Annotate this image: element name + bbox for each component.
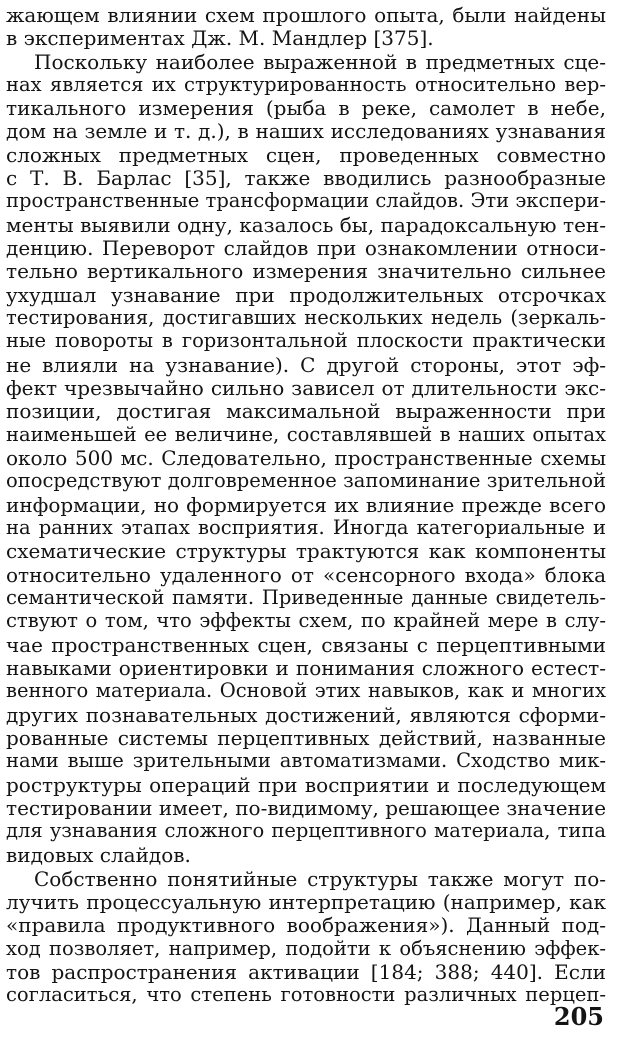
text-line-28: чае пространственных сцен, связаны с перцептивными (6, 633, 606, 657)
text-line-33: нами выше зрительными автоматизмами. Сходство мик- (6, 749, 606, 772)
text-line-4: нах является их структурированность относительно вер- (6, 73, 606, 96)
text-line-29: навыками ориентировки и понимания сложного естест- (6, 656, 606, 680)
text-line-7: сложных предметных сцен, проведенных совместно (6, 143, 606, 167)
text-line-38: Собственно понятийные структуры также могут по- (34, 867, 606, 891)
text-line-36: для узнавания сложного перцептивного материала, типа (6, 819, 606, 842)
text-line-8: с Т. В. Барлас [35], также вводились разнообразные (6, 166, 606, 190)
page-number: 205 (553, 1002, 604, 1031)
text-line-5: тикального измерения (рыба в реке, самолет в небе, (6, 96, 606, 120)
text-line-6: дом на земле и т. д.), в наших исследованиях узнавания (6, 119, 606, 143)
text-line-39: лучить процессуальную интерпретацию (например, как (6, 890, 606, 914)
text-line-18: позиции, достигая максимальной выраженности при (6, 399, 606, 423)
text-line-24: схематические структуры трактуются как компоненты (6, 539, 606, 563)
text-line-42: тов распространения активации [184; 388; 440]. Если (6, 960, 606, 984)
text-line-13: ухудшал узнавание при продолжительных отсрочках (6, 283, 606, 307)
text-line-12: тельно вертикального измерения значительно сильнее (6, 259, 606, 283)
text-line-40: «правила продуктивного воображения»). Данный под- (6, 913, 606, 937)
text-line-15: ные повороты в горизонтальной плоскости практически (6, 329, 606, 352)
text-line-23: на ранних этапах восприятия. Иногда категориальные и (6, 516, 606, 539)
text-line-14: тестирования, достигавших нескольких недель (зеркаль- (6, 306, 606, 329)
text-line-11: денцию. Переворот слайдов при ознакомлении относи- (6, 236, 606, 260)
text-line-10: менты выявили одну, казалось бы, парадоксальную тен- (6, 213, 606, 237)
text-line-35: тестировании имеет, по-видимому, решающее значение (6, 796, 606, 820)
text-line-30: венного материала. Основой этих навыков, как и многих (6, 679, 606, 702)
text-line-32: рованные системы перцептивных действий, названные (6, 726, 606, 750)
text-line-43: согласиться, что степень готовности различных перцеп- (6, 983, 606, 1006)
text-line-19: наименьшей ее величине, составлявшей в наших опытах (6, 423, 606, 446)
text-line-26: семантической памяти. Приведенные данные свидетель- (6, 586, 606, 609)
text-line-2: в экспериментах Дж. М. Мандлер [375]. (6, 26, 434, 50)
text-line-22: информации, но формируется их влияние прежде всего (6, 493, 606, 517)
text-line-3: Поскольку наиболее выраженной в предметных сце- (34, 50, 606, 74)
text-line-9: пространственные трансформации слайдов. Эти экспери- (6, 189, 606, 212)
text-line-31: других познавательных достижений, являются сформи- (6, 703, 606, 727)
text-line-17: фект чрезвычайно сильно зависел от длительности экс- (6, 376, 606, 400)
text-line-20: около 500 мс. Следовательно, пространственные схемы (6, 446, 606, 470)
text-line-25: относительно удаленного от «сенсорного входа» блока (6, 563, 606, 587)
text-line-16: не влияли на узнавание). С другой стороны, этот эф- (6, 353, 606, 377)
text-line-1: жающем влиянии схем прошлого опыта, были найдены (6, 3, 606, 27)
text-line-21: опосредствуют долговременное запоминание зрительной (6, 469, 606, 492)
text-line-41: ход позволяет, например, подойти к объяснению эффек- (6, 937, 606, 960)
text-line-34: роструктуры операций при восприятии и последующем (6, 773, 606, 797)
text-line-37: видовых слайдов. (6, 843, 191, 867)
text-line-27: ствуют о том, что эффекты схем, по крайней мере в слу- (6, 609, 606, 632)
